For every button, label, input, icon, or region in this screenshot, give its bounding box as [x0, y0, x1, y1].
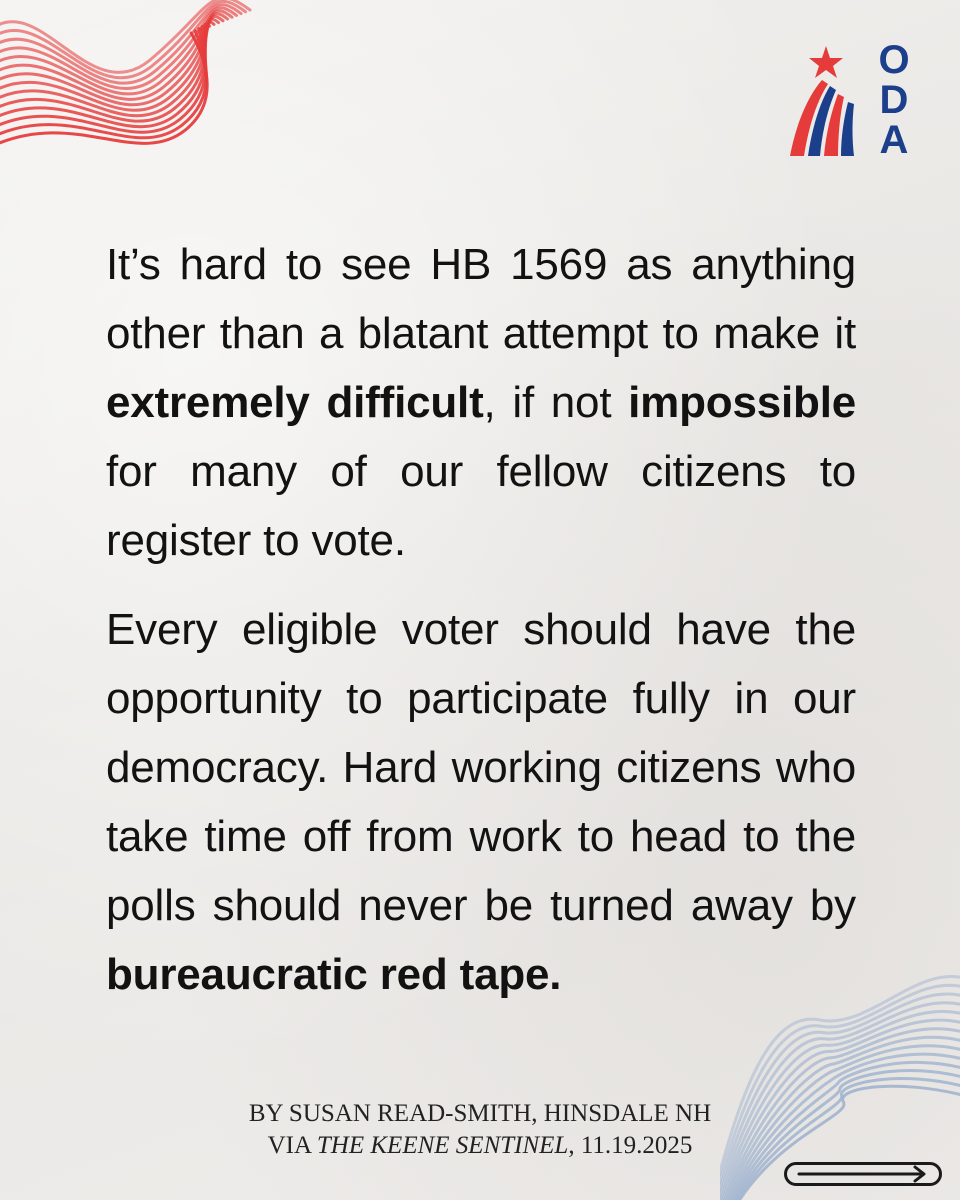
arrow-right-icon — [787, 1165, 939, 1183]
quote-emphasis: extremely difficult — [106, 378, 484, 427]
attribution-date: , 11.19.2025 — [568, 1132, 693, 1159]
quote-text: Every eligible voter should have the opportunity to participate fully in our democracy. Hard working citizens who take time off from work to head to the polls should never be turned away by — [106, 605, 856, 930]
attribution-author: BY SUSAN READ-SMITH, HINSDALE NH — [248, 1100, 712, 1127]
quote-body — [106, 230, 856, 1029]
quote-paragraph-1 — [106, 230, 856, 575]
quote-text: It’s hard to see HB 1569 as anything other than a blatant attempt to make it — [106, 240, 856, 358]
logo-letter-d: D — [879, 78, 909, 122]
quote-paragraph-2 — [106, 595, 856, 1009]
attribution-source — [150, 1130, 810, 1162]
star-shooting-icon — [786, 40, 858, 160]
red-wave-decoration — [0, 0, 260, 260]
quote-text: , if not — [483, 378, 629, 427]
logo-letter-a: A — [879, 118, 909, 162]
next-slide-button[interactable] — [784, 1162, 942, 1186]
logo-letter-o: O — [878, 38, 910, 82]
attribution-via: VIA — [267, 1132, 317, 1159]
quote-text: for many of our fellow citizens to register to vote. — [106, 447, 856, 565]
attribution-publication: THE KEENE SENTINEL — [316, 1132, 569, 1159]
quote-emphasis: impossible — [628, 378, 856, 427]
logo-letters — [872, 40, 916, 160]
quote-emphasis: bureaucratic red tape. — [106, 950, 562, 999]
attribution — [150, 1098, 810, 1162]
oda-logo — [786, 40, 916, 160]
